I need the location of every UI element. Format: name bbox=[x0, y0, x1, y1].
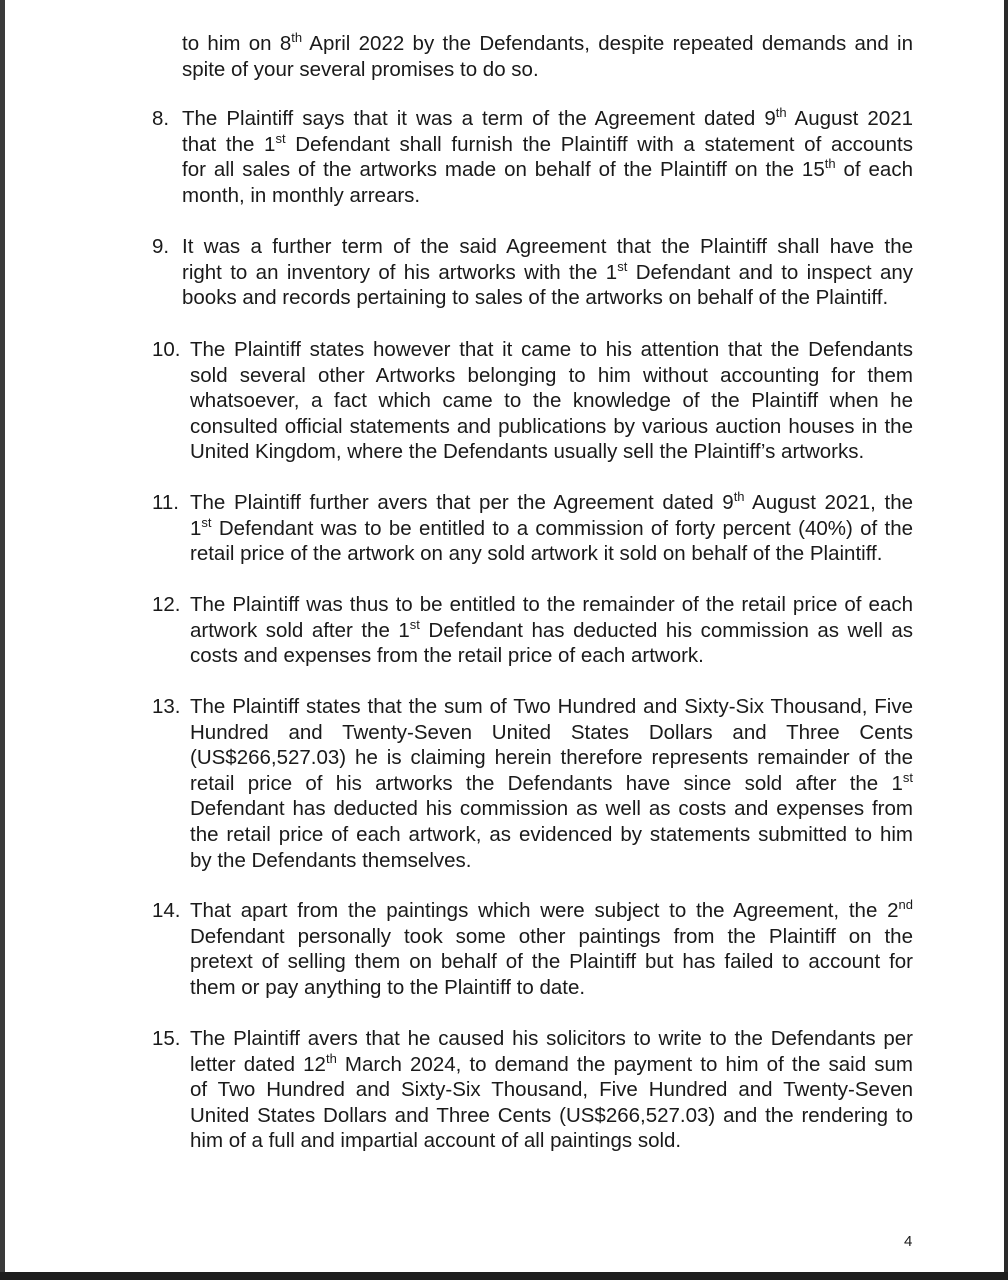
ordinal-suffix: st bbox=[409, 616, 420, 632]
paragraph-number: 13. bbox=[152, 695, 181, 718]
text-line bbox=[190, 745, 913, 771]
text-line bbox=[190, 618, 913, 644]
text-line bbox=[182, 132, 913, 158]
text-run: retail price of his artworks the Defendants have since sold after the 1 bbox=[190, 771, 903, 795]
text-run: right to an inventory of his artworks with the 1 bbox=[182, 260, 618, 284]
text-run: artwork sold after the 1 bbox=[190, 618, 410, 642]
paragraph-continuation bbox=[182, 31, 913, 82]
text-line bbox=[190, 848, 913, 874]
text-run: of each bbox=[835, 158, 913, 182]
text-run: that the 1 bbox=[182, 132, 276, 156]
text-run: August 2021 bbox=[786, 107, 914, 130]
text-line bbox=[190, 1077, 913, 1103]
text-line bbox=[182, 183, 913, 209]
paragraph-15 bbox=[152, 1026, 913, 1154]
text-line bbox=[190, 771, 913, 797]
text-run: retail price of the artwork on any sold artwork it sold on behalf of the Plaintiff. bbox=[190, 542, 883, 566]
text-line bbox=[190, 592, 913, 618]
text-run: by the Defendants themselves. bbox=[190, 848, 472, 872]
paragraph-12 bbox=[152, 592, 913, 669]
text-line bbox=[182, 157, 913, 183]
text-run: That apart from the paintings which were subject to the Agreement, the 2 bbox=[190, 899, 899, 922]
text-line bbox=[182, 234, 913, 260]
text-line bbox=[190, 490, 913, 516]
text-run: March 2024, to demand the payment to him of the said sum bbox=[336, 1052, 913, 1076]
paragraph-number: 14. bbox=[152, 899, 181, 922]
text-run: costs and expenses from the retail price of each artwork. bbox=[190, 644, 704, 668]
text-run: Defendant was to be entitled to a commission of forty percent (40%) of the bbox=[211, 516, 913, 540]
text-run: Hundred and Twenty-Seven United States Dollars and Three Cents bbox=[190, 720, 913, 744]
text-run: 1 bbox=[190, 516, 202, 540]
paragraph-9 bbox=[152, 234, 913, 311]
text-run: letter dated 12 bbox=[190, 1052, 326, 1076]
text-run: The Plaintiff says that it was a term of the Agreement dated 9 bbox=[182, 107, 776, 130]
text-run: for all sales of the artworks made on behalf of the Plaintiff on the 15 bbox=[182, 158, 825, 182]
text-line bbox=[190, 363, 913, 389]
paragraph-13 bbox=[152, 694, 913, 873]
text-line bbox=[182, 260, 913, 286]
text-run: them or pay anything to the Plaintiff to date. bbox=[190, 975, 586, 999]
text-line bbox=[190, 1052, 913, 1078]
ordinal-suffix: th bbox=[733, 489, 745, 504]
text-run: Defendant shall furnish the Plaintiff with a statement of accounts bbox=[285, 132, 914, 156]
text-line bbox=[190, 643, 913, 669]
text-run: United Kingdom, where the Defendants usually sell the Plaintiff’s artworks. bbox=[190, 440, 865, 464]
text-run: month, in monthly arrears. bbox=[182, 183, 421, 207]
text-run: The Plaintiff states however that it came to his attention that the Defendants bbox=[190, 338, 913, 361]
text-line bbox=[190, 337, 913, 363]
text-line bbox=[190, 414, 913, 440]
text-run: Defendant personally took some other paintings from the Plaintiff on the bbox=[190, 924, 913, 948]
text-run: The Plaintiff states that the sum of Two Hundred and Sixty-Six Thousand, Five bbox=[190, 695, 913, 718]
paragraph-11 bbox=[152, 489, 914, 567]
text-line bbox=[190, 516, 913, 542]
paragraph-number: 12. bbox=[152, 593, 181, 616]
text-run: April 2022 by the Defendants, despite repeated demands and in bbox=[302, 32, 913, 55]
text-run: him of a full and impartial account of all paintings sold. bbox=[190, 1129, 682, 1153]
text-run: (US$266,527.03) he is claiming herein therefore represents remainder of the bbox=[190, 746, 913, 770]
scan-border-bottom bbox=[0, 1272, 1008, 1280]
ordinal-suffix: th bbox=[291, 30, 303, 45]
text-run: It was a further term of the said Agreement that the Plaintiff shall have the bbox=[182, 235, 913, 258]
paragraph-number: 15. bbox=[152, 1027, 181, 1050]
text-line bbox=[182, 106, 913, 132]
text-run: The Plaintiff avers that he caused his solicitors to write to the Defendants per bbox=[190, 1027, 913, 1050]
page-number: 4 bbox=[904, 1233, 913, 1250]
ordinal-suffix: st bbox=[617, 258, 628, 274]
text-line bbox=[190, 924, 913, 950]
ordinal-suffix: st bbox=[902, 769, 913, 785]
text-run: The Plaintiff was thus to be entitled to the remainder of the retail price of each bbox=[190, 593, 913, 616]
text-run: whatsoever, a fact which came to the knowledge of the Plaintiff when he bbox=[190, 389, 913, 413]
text-run: United States Dollars and Three Cents (US$266,527.03) and the rendering to bbox=[190, 1103, 913, 1127]
text-line bbox=[190, 720, 913, 746]
text-line bbox=[182, 285, 913, 311]
text-run: books and records pertaining to sales of the artworks on behalf of the Plaintiff. bbox=[182, 286, 889, 310]
text-run: sold several other Artworks belonging to him without accounting for them bbox=[190, 363, 913, 387]
text-line bbox=[190, 975, 913, 1001]
text-line bbox=[190, 1026, 913, 1052]
text-line bbox=[190, 694, 913, 720]
paragraph-14 bbox=[152, 897, 913, 1000]
text-run: spite of your several promises to do so. bbox=[182, 57, 539, 81]
paragraph-number: 8. bbox=[152, 107, 170, 130]
ordinal-suffix: nd bbox=[898, 897, 913, 912]
text-run: pretext of selling them on behalf of the Plaintiff but has failed to account for bbox=[190, 950, 913, 974]
text-run: August 2021, the bbox=[744, 491, 914, 514]
text-line bbox=[190, 439, 913, 465]
text-line bbox=[190, 1103, 913, 1129]
paragraph-number: 10. bbox=[152, 338, 181, 361]
text-line bbox=[190, 822, 913, 848]
text-run: Defendant has deducted his commission as well as costs and expenses from bbox=[190, 797, 913, 821]
ordinal-suffix: st bbox=[275, 130, 286, 146]
text-run: to him on 8 bbox=[182, 32, 292, 55]
text-run: Defendant has deducted his commission as well as bbox=[419, 618, 913, 642]
text-line bbox=[190, 388, 913, 414]
text-run: of Two Hundred and Sixty-Six Thousand, Five Hundred and Twenty-Seven bbox=[190, 1078, 913, 1102]
text-run: the retail price of each artwork, as evidenced by statements submitted to him bbox=[190, 822, 913, 846]
paragraph-number: 9. bbox=[152, 235, 170, 258]
ordinal-suffix: th bbox=[325, 1050, 337, 1066]
paragraph-8 bbox=[152, 105, 914, 208]
paragraph-number: 11. bbox=[152, 491, 179, 514]
text-line bbox=[190, 898, 913, 924]
ordinal-suffix: th bbox=[824, 156, 836, 172]
text-run: consulted official statements and publications by various auction houses in the bbox=[190, 414, 913, 438]
text-line bbox=[190, 541, 913, 567]
paragraph-10 bbox=[152, 337, 913, 465]
text-line bbox=[190, 796, 913, 822]
text-line bbox=[182, 57, 913, 83]
ordinal-suffix: th bbox=[775, 105, 787, 120]
text-run: The Plaintiff further avers that per the Agreement dated 9 bbox=[190, 491, 734, 514]
text-line bbox=[190, 1128, 913, 1154]
text-run: Defendant and to inspect any bbox=[627, 260, 913, 284]
ordinal-suffix: st bbox=[201, 514, 212, 530]
text-line bbox=[182, 31, 913, 57]
text-line bbox=[190, 949, 913, 975]
